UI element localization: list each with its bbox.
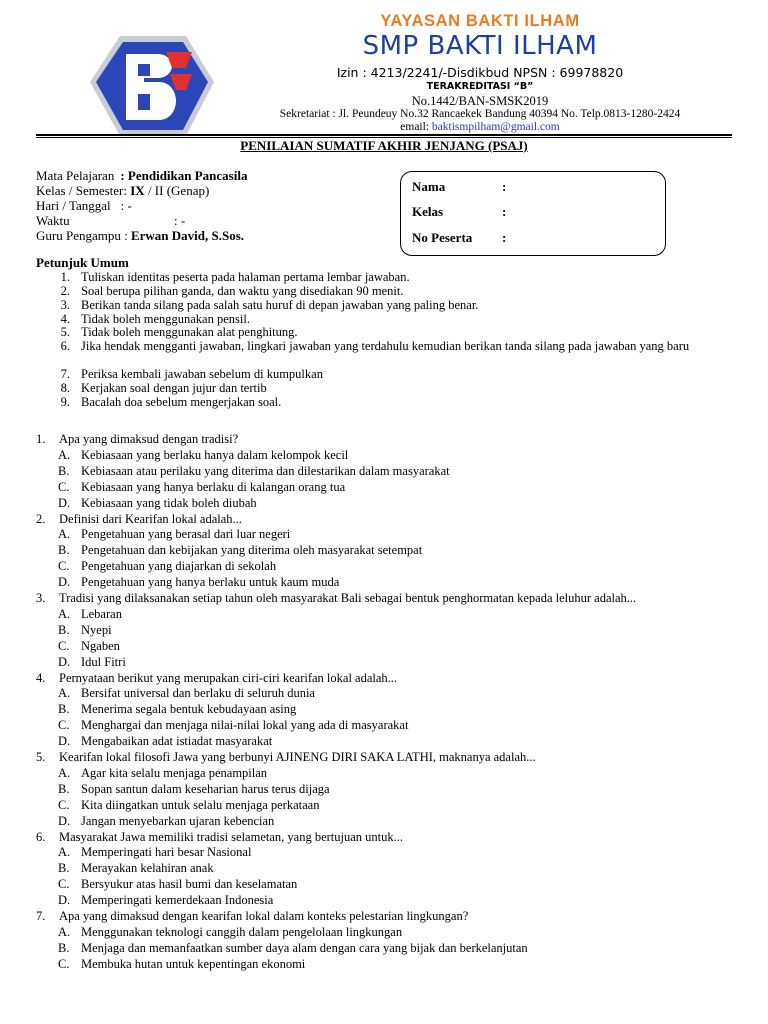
subject-label: Mata Pelajaran bbox=[36, 168, 115, 183]
option-text: Menggunakan teknologi canggih dalam pengelolaan lingkungan bbox=[81, 924, 403, 939]
date-value: : - bbox=[120, 198, 132, 213]
question-text: Apa yang dimaksud dengan kearifan lokal dalam konteks pelestarian lingkungan? bbox=[59, 909, 469, 923]
option-letter: D. bbox=[58, 893, 71, 908]
header-divider bbox=[36, 134, 732, 136]
option-letter: C. bbox=[58, 718, 70, 733]
question-text: Tradisi yang dilaksanakan setiap tahun oleh masyarakat Bali sebagai bentuk penghormatan kepada leluhur adalah... bbox=[59, 591, 637, 605]
teacher-label: Guru Pengampu : bbox=[36, 228, 131, 243]
option-text: Jangan menyebarkan ujaran kebencian bbox=[81, 813, 275, 828]
option-letter: C. bbox=[58, 638, 70, 653]
instruction-text: Periksa kembali jawaban sebelum di kumpulkan bbox=[81, 367, 323, 381]
option-letter: C. bbox=[58, 797, 70, 812]
school-permit: Izin : 4213/2241/-Disdikbud NPSN : 69978820 bbox=[336, 65, 624, 80]
option-letter: A. bbox=[58, 765, 71, 780]
foundation-name: YAYASAN BAKTI ILHAM bbox=[380, 12, 580, 30]
time-value: : - bbox=[174, 213, 186, 228]
option-text: Membuka hutan untuk kepentingan ekonomi bbox=[81, 956, 306, 971]
instruction-text: Jika hendak mengganti jawaban, lingkari jawaban yang terdahulu kemudian berikan tanda silang pada jawaban yang baru bbox=[81, 339, 690, 353]
instruction-number: 6. bbox=[60, 339, 70, 353]
question-number: 2. bbox=[36, 511, 46, 526]
option-text: Menerima segala bentuk kebudayaan asing bbox=[81, 702, 297, 717]
school-logo bbox=[86, 32, 218, 140]
instruction-text: Tidak boleh menggunakan alat penghitung. bbox=[81, 325, 298, 339]
option-letter: A. bbox=[58, 845, 71, 860]
option-text: Mengabaikan adat istiadat masyarakat bbox=[81, 734, 273, 749]
option-text: Memperingati kemerdekaan Indonesia bbox=[81, 893, 274, 908]
accreditation: TERAKREDITASI “B” bbox=[426, 81, 534, 92]
option-text: Nyepi bbox=[81, 622, 112, 637]
name-label: Nama bbox=[412, 179, 446, 194]
option-letter: D. bbox=[58, 495, 71, 510]
instruction-number: 8. bbox=[60, 381, 70, 395]
option-letter: D. bbox=[58, 734, 71, 749]
participant-number-label: No Peserta bbox=[412, 230, 473, 245]
option-text: Bersyukur atas hasil bumi dan keselamatan bbox=[81, 877, 298, 892]
option-letter: A. bbox=[58, 924, 71, 939]
option-letter: B. bbox=[58, 543, 70, 558]
instruction-number: 4. bbox=[60, 312, 70, 326]
instruction-number: 5. bbox=[60, 325, 70, 339]
email-link[interactable]: baktismpilham@gmail.com bbox=[431, 121, 560, 133]
address: Sekretariat : Jl. Peundeuy No.32 Rancaekek Bandung 40394 No. Telp.0813-1280-2424 bbox=[279, 108, 681, 120]
class-label: Kelas / Semester: bbox=[36, 183, 131, 198]
instruction-number: 2. bbox=[60, 284, 70, 298]
instruction-text: Bacalah doa sebelum mengerjakan soal. bbox=[81, 395, 282, 409]
question-text: Pernyataan berikut yang merupakan ciri-ciri kearifan lokal adalah... bbox=[59, 670, 398, 685]
option-text: Kebiasaan yang hanya berlaku di kalangan orang tua bbox=[81, 479, 346, 494]
semester-value: / II (Genap) bbox=[144, 183, 210, 198]
question-number: 7. bbox=[36, 909, 46, 923]
teacher-row bbox=[36, 228, 244, 244]
question-text: Kearifan lokal filosofi Jawa yang berbunyi AJINENG DIRI SAKA LATHI, maknanya adalah... bbox=[59, 750, 536, 764]
option-letter: A. bbox=[58, 527, 71, 542]
option-letter: C. bbox=[58, 559, 70, 574]
instruction-text: Berikan tanda silang pada salah satu huruf di depan jawaban yang paling benar. bbox=[81, 298, 479, 312]
option-letter: B. bbox=[58, 702, 70, 717]
date-row bbox=[36, 198, 132, 214]
instruction-text: Tuliskan identitas peserta pada halaman pertama lembar jawaban. bbox=[81, 270, 410, 284]
option-text: Pengetahuan yang diajarkan di sekolah bbox=[81, 559, 277, 574]
instruction-number: 3. bbox=[60, 298, 70, 312]
option-letter: C. bbox=[58, 956, 70, 971]
participant-number-field[interactable]: : bbox=[502, 230, 507, 245]
option-text: Pengetahuan yang hanya berlaku untuk kaum muda bbox=[81, 575, 340, 590]
option-text: Agar kita selalu menjaga penampilan bbox=[81, 765, 268, 780]
question-number: 4. bbox=[36, 670, 46, 685]
option-letter: A. bbox=[58, 686, 71, 701]
class-row bbox=[36, 183, 209, 199]
option-letter: B. bbox=[58, 861, 70, 876]
instruction-number: 9. bbox=[60, 395, 70, 409]
email-line bbox=[200, 121, 760, 133]
option-text: Memperingati hari besar Nasional bbox=[81, 845, 252, 860]
teacher-value: Erwan David, S.Sos. bbox=[130, 228, 245, 243]
question-number: 5. bbox=[36, 750, 46, 764]
option-letter: C. bbox=[58, 877, 70, 892]
accreditation-number: No.1442/BAN-SMSK2019 bbox=[411, 94, 549, 108]
question-text: Apa yang dimaksud dengan tradisi? bbox=[59, 432, 239, 446]
option-text: Menghargai dan menjaga nilai-nilai lokal yang ada di masyarakat bbox=[81, 718, 409, 733]
option-text: Ngaben bbox=[81, 638, 120, 653]
option-text: Pengetahuan yang berasal dari luar negeri bbox=[81, 527, 291, 542]
question-number: 6. bbox=[36, 829, 46, 844]
option-text: Kebiasaan yang berlaku hanya dalam kelompok kecil bbox=[81, 447, 349, 462]
option-text: Merayakan kelahiran anak bbox=[81, 861, 214, 876]
question-number: 1. bbox=[36, 432, 46, 446]
email-label: email: bbox=[400, 121, 432, 133]
class-field-label: Kelas bbox=[412, 204, 444, 219]
option-text: Lebaran bbox=[81, 606, 122, 621]
question-number: 3. bbox=[36, 591, 46, 605]
question-text: Masyarakat Jawa memiliki tradisi selametan, yang bertujuan untuk... bbox=[59, 829, 404, 844]
option-letter: C. bbox=[58, 479, 70, 494]
option-letter: B. bbox=[58, 781, 70, 796]
instruction-number: 7. bbox=[60, 367, 70, 381]
instruction-text: Tidak boleh menggunakan pensil. bbox=[81, 312, 250, 326]
option-text: Kita diingatkan untuk selalu menjaga perkataan bbox=[81, 797, 320, 812]
option-text: Kebiasaan yang tidak boleh diubah bbox=[81, 495, 257, 510]
option-letter: B. bbox=[58, 463, 70, 478]
option-letter: A. bbox=[58, 606, 71, 621]
student-identity-box bbox=[400, 171, 666, 256]
time-label: Waktu bbox=[36, 213, 70, 228]
option-text: Bersifat universal dan berlaku di seluruh dunia bbox=[81, 686, 315, 701]
option-text: Pengetahuan dan kebijakan yang diterima oleh masyarakat setempat bbox=[81, 543, 423, 558]
option-text: Kebiasaan atau perilaku yang diterima dan dilestarikan dalam masyarakat bbox=[81, 463, 450, 478]
option-letter: D. bbox=[58, 654, 71, 669]
time-row bbox=[36, 213, 185, 229]
option-letter: D. bbox=[58, 575, 71, 590]
option-text: Sopan santun dalam keseharian harus terus dijaga bbox=[81, 781, 330, 796]
option-text: Menjaga dan memanfaatkan sumber daya alam dengan cara yang bijak dan berkelanjutan bbox=[81, 940, 528, 955]
option-letter: B. bbox=[58, 940, 70, 955]
name-field[interactable]: : bbox=[502, 179, 507, 194]
school-name: SMP BAKTI ILHAM bbox=[362, 31, 598, 61]
date-label: Hari / Tanggal bbox=[36, 198, 111, 213]
instruction-number: 1. bbox=[60, 270, 70, 284]
option-letter: B. bbox=[58, 622, 70, 637]
option-text: Idul Fitri bbox=[81, 654, 126, 669]
option-letter: D. bbox=[58, 813, 71, 828]
exam-title: PENILAIAN SUMATIF AKHIR JENJANG (PSAJ) bbox=[240, 138, 528, 153]
class-field[interactable]: : bbox=[502, 204, 507, 219]
class-value: IX bbox=[130, 183, 145, 198]
instruction-text: Soal berupa pilihan ganda, dan waktu yang disediakan 90 menit. bbox=[81, 284, 404, 298]
subject-row bbox=[36, 168, 247, 184]
option-letter: A. bbox=[58, 447, 71, 462]
instructions-heading: Petunjuk Umum bbox=[36, 255, 129, 270]
instruction-text: Kerjakan soal dengan jujur dan tertib bbox=[81, 381, 267, 395]
subject-value: : Pendidikan Pancasila bbox=[120, 168, 248, 183]
question-text: Definisi dari Kearifan lokal adalah... bbox=[59, 511, 242, 526]
